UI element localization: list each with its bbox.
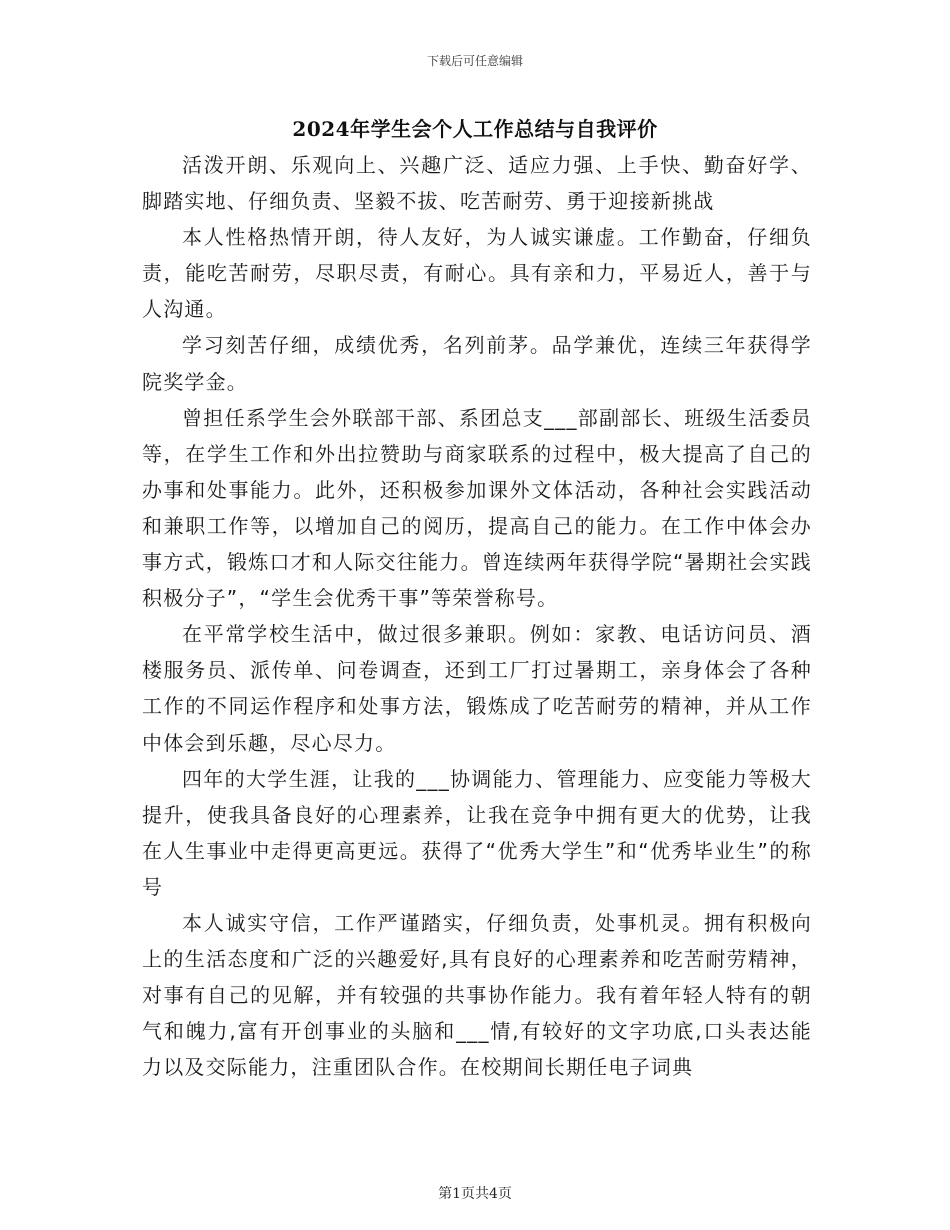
paragraph-student-union: 曾担任系学生会外联部干部、系团总支___部副部长、班级生活委员等，在学生工作和外出拉赞助与商家联系的过程中，极大提高了自己的办事和处事能力。此外，还积极参加课外文体活动，各种社会实践活动和兼职工作等，以增加自己的阅历，提高自己的能力。在工作中体会办事方式，锻炼口才和人际交往能力。曾连续两年获得学院“暑期社会实践积极分子”，“学生会优秀干事”等荣誉称号。 (142, 405, 812, 611)
paragraph-study: 学习刻苦仔细，成绩优秀，名列前茅。品学兼优，连续三年获得学院奖学金。 (142, 333, 812, 394)
document-body (142, 147, 812, 1085)
paragraph-personality: 本人性格热情开朗，待人友好，为人诚实谦虚。工作勤奋，仔细负责，能吃苦耐劳，尽职尽责，有耐心。具有亲和力，平易近人，善于与人沟通。 (142, 225, 812, 322)
paragraph-part-time: 在平常学校生活中，做过很多兼职。例如：家教、电话访问员、酒楼服务员、派传单、问卷调查，还到工厂打过暑期工，亲身体会了各种工作的不同运作程序和处事方法，锻炼成了吃苦耐劳的精神，并从工作中体会到乐趣，尽心尽力。 (142, 622, 812, 755)
page-footer: 第1页共4页 (438, 1186, 512, 1202)
document-title: 2024年学生会个人工作总结与自我评价 (292, 117, 658, 141)
paragraph-university-years: 四年的大学生涯，让我的___协调能力、管理能力、应变能力等极大提升，使我具备良好的心理素养，让我在竞争中拥有更大的优势，让我在人生事业中走得更高更远。获得了“优秀大学生”和“优秀毕业生”的称号 (142, 766, 812, 899)
header-note: 下载后可任意编辑 (426, 54, 523, 68)
paragraph-self-evaluation: 本人诚实守信，工作严谨踏实，仔细负责，处事机灵。拥有积极向上的生活态度和广泛的兴趣爱好,具有良好的心理素养和吃苦耐劳精神，对事有自己的见解，并有较强的共事协作能力。我有着年轻人特有的朝气和魄力,富有开创事业的头脑和___情,有较好的文字功底,口头表达能力以及交际能力，注重团队合作。在校期间长期任电子词典 (142, 910, 812, 1080)
paragraph-traits: 活泼开朗、乐观向上、兴趣广泛、适应力强、上手快、勤奋好学、脚踏实地、仔细负责、坚毅不拔、吃苦耐劳、勇于迎接新挑战 (142, 153, 812, 214)
